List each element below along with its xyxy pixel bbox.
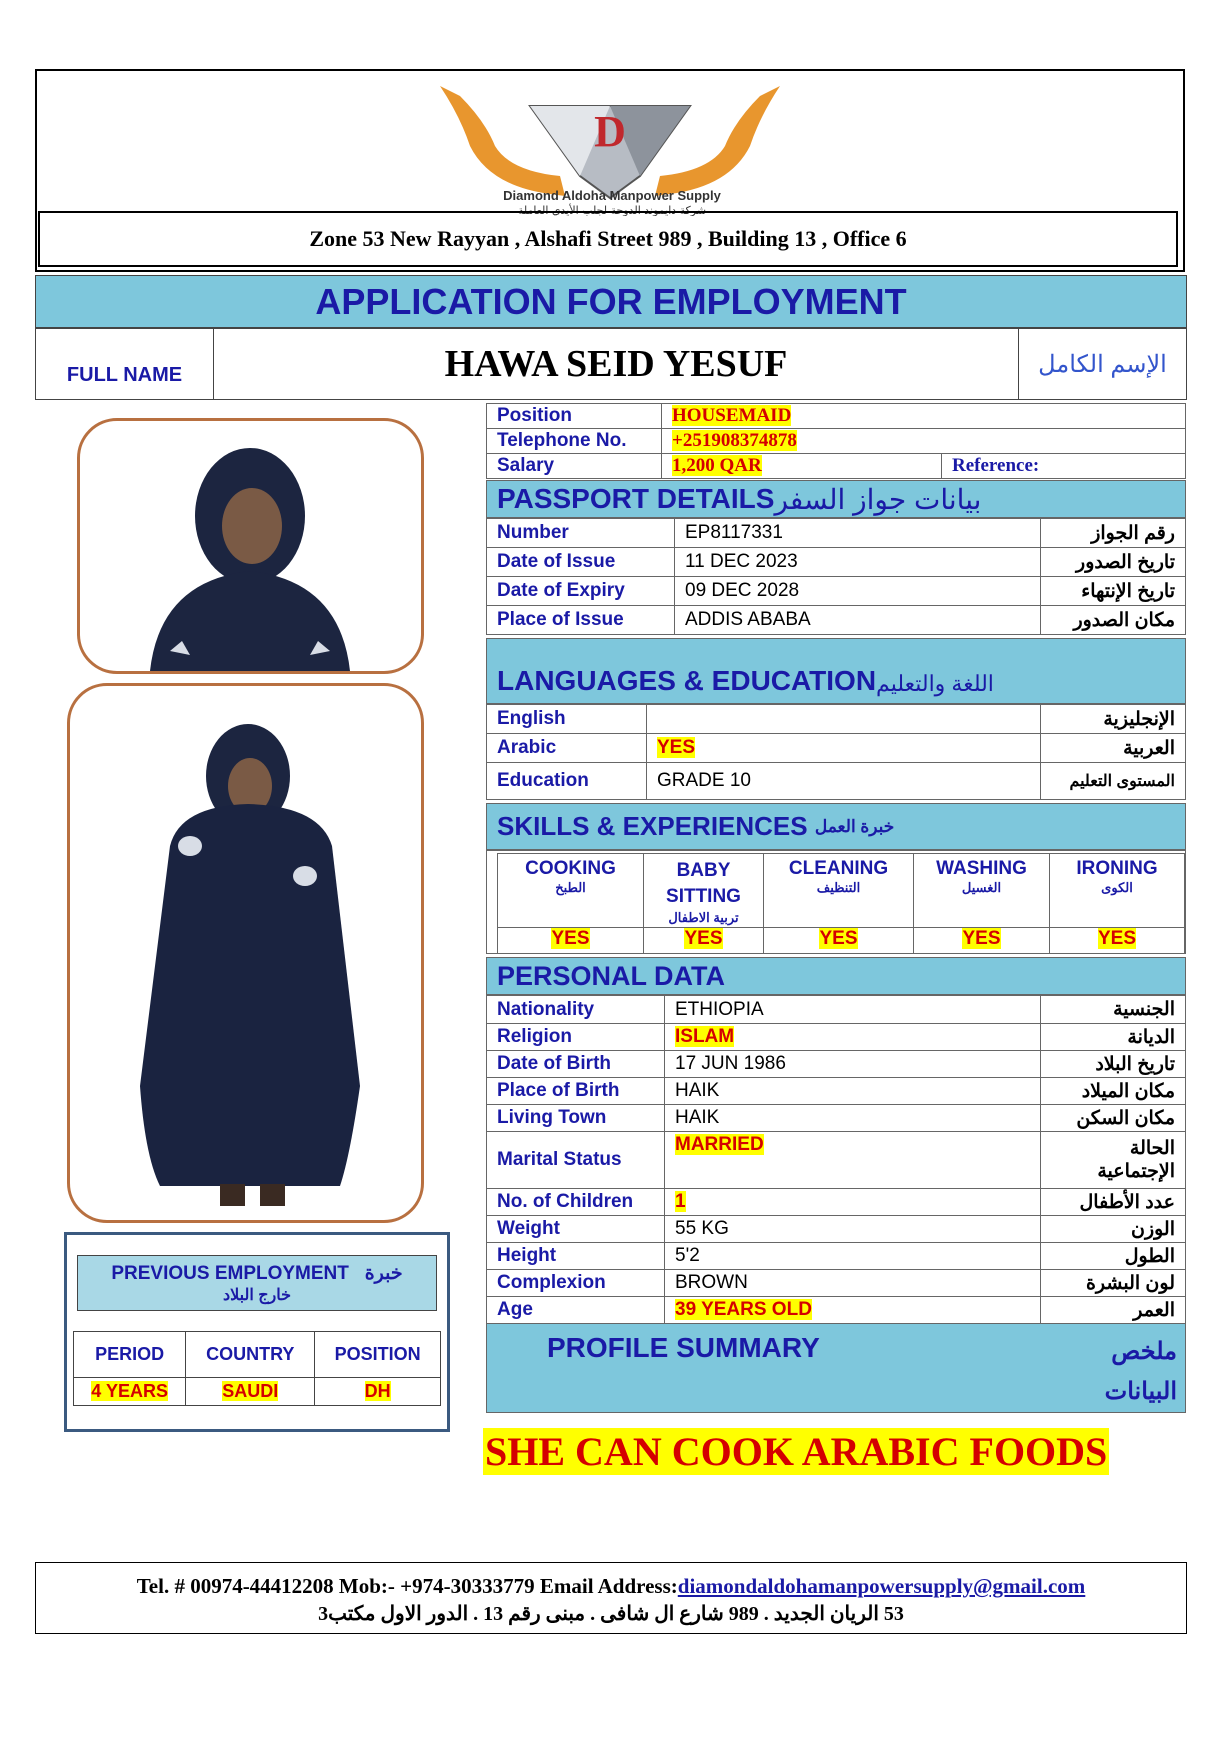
living-town-label: Living Town	[487, 1105, 665, 1132]
skill-cleaning-name: CLEANING	[788, 858, 889, 879]
nationality-value: ETHIOPIA	[665, 996, 1041, 1024]
skill-cooking-name-ar: الطبخ	[555, 880, 586, 895]
arabic-value: YES	[657, 737, 696, 758]
dob-label: Date of Birth	[487, 1051, 665, 1078]
full-name-label: FULL NAME	[36, 329, 214, 399]
passport-number-label-ar: رقم الجواز	[1041, 519, 1186, 548]
company-address: Zone 53 New Rayyan , Alshafi Street 989 , Building 13 , Office 6	[38, 211, 1178, 267]
issue-date-value: 11 DEC 2023	[675, 548, 1041, 577]
passport-number-value: EP8117331	[675, 519, 1041, 548]
full-name-label-ar: الإسم الكامل	[1018, 329, 1186, 399]
skill-washing-name: WASHING	[936, 858, 1027, 879]
height-label: Height	[487, 1243, 665, 1270]
passport-section-header	[486, 480, 1186, 518]
previous-employment-title-ar-2: خارج البلاد	[222, 1287, 292, 1304]
footer-contact	[35, 1562, 1187, 1634]
previous-employment-title: PREVIOUS EMPLOYMENT	[111, 1263, 349, 1284]
portrait-photo	[77, 418, 424, 674]
skills-section-header	[486, 803, 1186, 850]
weight-value: 55 KG	[665, 1216, 1041, 1243]
english-label-ar: الإنجليزية	[1041, 705, 1186, 734]
marital-status-label: Marital Status	[487, 1132, 665, 1189]
col-position: POSITION	[315, 1332, 441, 1378]
passport-title: PASSPORT DETAILS	[497, 483, 775, 514]
issue-date-label-ar: تاريخ الصدور	[1041, 548, 1186, 577]
job-info-table	[486, 403, 1186, 479]
religion-label: Religion	[487, 1024, 665, 1051]
expiry-date-value: 09 DEC 2028	[675, 577, 1041, 606]
living-town-value: HAIK	[665, 1105, 1041, 1132]
profile-highlight: SHE CAN COOK ARABIC FOODS	[485, 1429, 1108, 1474]
skill-cooking-name: COOKING	[525, 858, 616, 879]
age-label-ar: العمر	[1041, 1297, 1186, 1324]
complexion-value: BROWN	[665, 1270, 1041, 1297]
education-label-ar: المستوى التعليم	[1041, 763, 1186, 800]
place-of-issue-label: Place of Issue	[487, 606, 675, 635]
children-value: 1	[675, 1191, 686, 1212]
position-label: Position	[487, 404, 662, 429]
passport-title-ar: بيانات جواز السفر	[774, 483, 982, 515]
previous-employment-title-ar-1: خبرة	[364, 1263, 403, 1284]
languages-table	[486, 704, 1186, 800]
prev-position-value: DH	[364, 1381, 391, 1401]
languages-title: LANGUAGES & EDUCATION	[497, 665, 877, 696]
personal-section-header	[486, 957, 1186, 995]
nationality-label: Nationality	[487, 996, 665, 1024]
weight-label: Weight	[487, 1216, 665, 1243]
profile-summary-box	[486, 1323, 1186, 1413]
religion-value: ISLAM	[675, 1026, 735, 1047]
footer-phones: Tel. # 00974-44412208 Mob:- +974-30333779 Email Address:	[136, 1574, 678, 1598]
languages-title-ar: اللغة والتعليم	[876, 671, 994, 696]
expiry-date-label-ar: تاريخ الإنتهاء	[1041, 577, 1186, 606]
skill-babysitting-name: BABY SITTING	[666, 860, 741, 907]
marital-status-value: MARRIED	[675, 1134, 764, 1155]
complexion-label-ar: لون البشرة	[1041, 1270, 1186, 1297]
expiry-date-label: Date of Expiry	[487, 577, 675, 606]
dob-label-ar: تاريخ البلاد	[1041, 1051, 1186, 1078]
marital-status-label-ar: الحالة الإجتماعية	[1041, 1132, 1186, 1189]
nationality-label-ar: الجنسية	[1041, 996, 1186, 1024]
previous-employment-box	[64, 1232, 450, 1432]
skill-washing-name-ar: الغسيل	[961, 880, 1002, 895]
previous-employment-table	[73, 1331, 441, 1406]
complexion-label: Complexion	[487, 1270, 665, 1297]
company-logo	[400, 76, 820, 216]
place-of-issue-label-ar: مكان الصدور	[1041, 606, 1186, 635]
skills-title-ar: خبرة العمل	[814, 816, 895, 836]
skill-babysitting-name-ar: تربية الاطفال	[668, 910, 739, 925]
pob-label-ar: مكان الميلاد	[1041, 1078, 1186, 1105]
children-label: No. of Children	[487, 1189, 665, 1216]
svg-text:D: D	[594, 107, 626, 156]
arabic-label: Arabic	[487, 734, 647, 763]
prev-country-value: SAUDI	[222, 1381, 279, 1401]
personal-title: PERSONAL DATA	[497, 960, 726, 991]
education-label: Education	[487, 763, 647, 800]
full-name-value: HAWA SEID YESUF	[444, 343, 788, 385]
height-value: 5'2	[665, 1243, 1041, 1270]
passport-table	[486, 518, 1186, 635]
religion-label-ar: الديانة	[1041, 1024, 1186, 1051]
reference-label: Reference:	[942, 454, 1186, 479]
profile-summary-title: PROFILE SUMMARY	[547, 1332, 820, 1363]
pob-label: Place of Birth	[487, 1078, 665, 1105]
age-label: Age	[487, 1297, 665, 1324]
telephone-label: Telephone No.	[487, 429, 662, 454]
children-label-ar: عدد الأطفال	[1041, 1189, 1186, 1216]
living-town-label-ar: مكان السكن	[1041, 1105, 1186, 1132]
personal-table	[486, 995, 1186, 1324]
arabic-label-ar: العربية	[1041, 734, 1186, 763]
skill-ironing-name-ar: الكوى	[1101, 880, 1133, 895]
skill-ironing-name: IRONING	[1076, 858, 1158, 879]
position-value: HOUSEMAID	[672, 405, 792, 426]
skills-title: SKILLS & EXPERIENCES	[497, 811, 808, 841]
place-of-issue-value: ADDIS ABABA	[675, 606, 1041, 635]
pob-value: HAIK	[665, 1078, 1041, 1105]
full-name-row	[35, 328, 1187, 400]
col-country: COUNTRY	[186, 1332, 315, 1378]
salary-value: 1,200 QAR	[672, 455, 762, 476]
skills-table	[497, 853, 1185, 954]
salary-label: Salary	[487, 454, 662, 479]
languages-section-header	[486, 638, 1186, 704]
passport-number-label: Number	[487, 519, 675, 548]
col-period: PERIOD	[74, 1332, 186, 1378]
weight-label-ar: الوزن	[1041, 1216, 1186, 1243]
education-value: GRADE 10	[647, 763, 1041, 800]
prev-period-value: 4 YEARS	[91, 1381, 168, 1401]
english-value	[647, 705, 1041, 734]
previous-employment-header	[77, 1255, 437, 1311]
full-body-photo	[67, 683, 424, 1223]
skill-washing-value: YES	[962, 928, 1001, 949]
english-label: English	[487, 705, 647, 734]
skill-cleaning-value: YES	[819, 928, 858, 949]
height-label-ar: الطول	[1041, 1243, 1186, 1270]
skill-cooking-value: YES	[551, 928, 590, 949]
page-title: APPLICATION FOR EMPLOYMENT	[35, 275, 1187, 328]
dob-value: 17 JUN 1986	[665, 1051, 1041, 1078]
skill-cleaning-name-ar: التنظيف	[816, 880, 861, 895]
issue-date-label: Date of Issue	[487, 548, 675, 577]
profile-summary-title-ar: ملخص البيانات	[1104, 1338, 1177, 1405]
footer-email-link[interactable]: diamondaldohamanpowersupply@gmail.com	[677, 1574, 1086, 1598]
skill-babysitting-value: YES	[684, 928, 723, 949]
telephone-value: +251908374878	[672, 430, 797, 451]
svg-text:شركة دايموند الدوحة لجلب الأيد: شركة دايموند الدوحة لجلب الأيدي العاملة	[517, 204, 707, 216]
footer-address-ar: 53 الريان الجديد . 989 شارع ال شافى . مبنى رقم 13 . الدور الاول مكتب3	[318, 1603, 904, 1625]
svg-text:Diamond Aldoha Manpower Supply: Diamond Aldoha Manpower Supply	[503, 188, 721, 203]
skill-ironing-value: YES	[1097, 928, 1137, 949]
age-value: 39 YEARS OLD	[675, 1299, 812, 1320]
